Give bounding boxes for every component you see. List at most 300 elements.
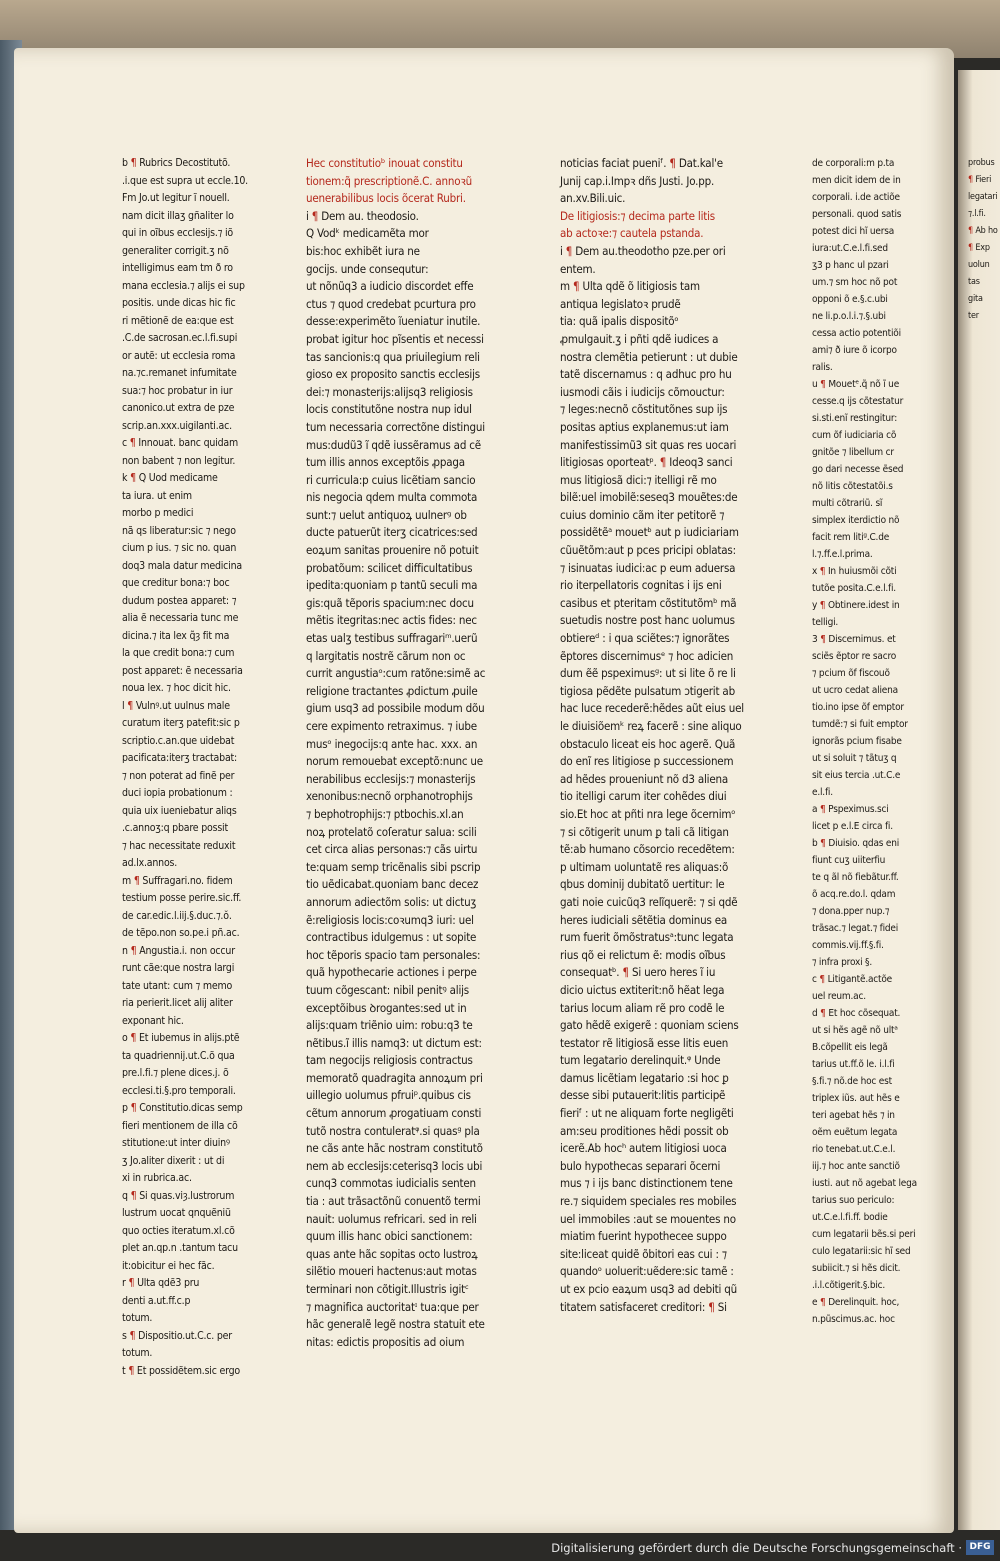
text-line: totum. — [122, 1312, 153, 1324]
text-line: cũuẽtõm:aut p pces pricipi oblatas: — [560, 543, 736, 558]
text-line: gnitõe ⁊ libellum cr — [812, 447, 894, 458]
text-line: quandoᵒ uoluerit:uẽdere:sic tamẽ : — [560, 1264, 734, 1279]
text-line: ⁊ pcium õf fiscouõ — [812, 668, 890, 679]
text-line: obstaculo liceat eis hoc agerẽ. Quã — [560, 736, 736, 751]
text-line: ipedita:quoniam p tantũ seculi ma — [306, 578, 478, 593]
text-line: antiqua legislatoꝛ prudẽ — [560, 296, 681, 311]
text-line: licet p e.l.E circa fi. — [812, 821, 893, 832]
text-line: duci iopia probationum : — [122, 787, 233, 799]
text-line: sit eius tercia .ut.C.e — [812, 770, 901, 781]
text-line: possidẽtẽᵃ mouetᵇ aut p iudiciariam — [560, 525, 739, 540]
text-line: ta iura. ut enim — [122, 489, 192, 502]
text-line: annorum adiectõm solis: ut dictuʒ — [306, 894, 477, 909]
text-line: rio iterpellatoris cognitas i ijs eni — [560, 578, 722, 593]
text-line: gati noie cuicũq3 relĩquerẽ: ⁊ si qdẽ — [560, 894, 738, 909]
gloss-column-right — [812, 155, 932, 1328]
text-line: si.sti.enĩ restingitur: — [812, 413, 898, 424]
text-line: musᵒ inegocijs:q ante hac. xxx. an — [306, 736, 478, 751]
text-line: tio uẽdicabat.quoniam banc decez — [306, 877, 479, 892]
text-line: tatẽ discernamus : q adhuc pro hu — [560, 367, 732, 382]
main-text-column-2 — [560, 155, 796, 1316]
text-line: icerẽ.Ab hocʰ autem litigiosi uoca — [560, 1141, 727, 1156]
text-line: tumdẽ:⁊ si fuit emptor — [812, 719, 908, 730]
text-line: ⁊ si cõtigerit unum ꝑ tali cã litigan — [560, 824, 729, 839]
text-line: B.cõpellit eis legã — [812, 1042, 888, 1053]
text-line: uillegio uolumus pfruiᵖ.quibus cis — [306, 1088, 471, 1103]
text-line: titatem satisfaceret creditori: ¶ Si — [560, 1299, 727, 1314]
text-line: ⁊.l.fi. — [968, 209, 986, 219]
text-line: tam negocijs religiosis contractus — [306, 1053, 473, 1068]
text-line: uel immobiles :aut se mouentes no — [560, 1211, 736, 1226]
text-line: ne cãs ante hãc nostram constitutõ — [306, 1141, 483, 1156]
text-line: de tẽpo.non so.pe.i pñ.ac. — [122, 927, 240, 939]
text-line: probat igitur hoc pĩsentis et necessi — [306, 331, 484, 346]
text-line: it:obicitur ei hec fãc. — [122, 1259, 215, 1272]
pilcrow-mark: ¶ — [128, 1277, 135, 1289]
text-line: noticias faciat pueniᶠ. ¶ Dat.kal'e — [560, 156, 723, 170]
text-line: b ¶ Rubrics Decostitutõ. — [122, 157, 231, 169]
text-line: probatõum: scilicet difficultatibus — [306, 560, 473, 575]
text-line: ⁊ isinuatas iudici:ac p eum aduersa — [560, 560, 736, 575]
text-line: iusti. aut nõ agebat lega — [812, 1178, 917, 1189]
text-line: eoꝝum sanitas prouenire nõ potuit — [306, 543, 479, 558]
text-line: tionem:q̃ prescriptionẽ.C. annoꝛũ — [306, 173, 472, 188]
text-line: ut si soluit ⁊ tãtuʒ q — [812, 753, 897, 764]
text-line: gis:quã tẽporis spacium:nec docu — [306, 595, 474, 610]
text-line: positis. unde dicas hic fic — [122, 297, 236, 309]
text-line: positas aptius explanemus:ut iam — [560, 419, 729, 434]
text-line: xi in rubrica.ac. — [122, 1172, 192, 1184]
text-line: ʒ Jo.aliter dixerit : ut di — [122, 1154, 225, 1167]
pilcrow-mark: ¶ — [968, 226, 973, 236]
text-line: tutõe posita.C.e.l.fi. — [812, 583, 896, 594]
text-line: simplex iterdictio nõ — [812, 515, 900, 526]
text-line: qui in oĩbus ecclesijs.⁊ iõ — [122, 227, 233, 239]
text-line: ducte patuerũt iterʒ cicatrices:sed — [306, 525, 478, 540]
pilcrow-mark: ¶ — [659, 455, 667, 470]
text-line: multi cõtrariũ. sĩ — [812, 498, 883, 509]
text-line: mana ecclesia.⁊ alijs ei sup — [122, 279, 245, 292]
text-line: nis negocia qdem multa commota — [306, 490, 478, 505]
text-line: post apparet: ẽ necessaria — [122, 664, 243, 677]
text-line: t ¶ Et possidẽtem.sic ergo — [122, 1364, 240, 1377]
text-line: memoratõ quadragita annoꝝum pri — [306, 1070, 483, 1085]
text-line: n.pũscimus.ac. hoc — [812, 1314, 895, 1325]
text-line: nitas: edictis propositis ad oium — [306, 1334, 465, 1349]
text-line: ta quadriennij.ut.C.õ qua — [122, 1049, 235, 1062]
pilcrow-mark: ¶ — [669, 156, 676, 170]
pilcrow-mark: ¶ — [819, 600, 826, 611]
text-line: Junij cap.i.Impꝛ dñs Justi. Jo.pp. — [560, 173, 715, 188]
text-line: intelligimus eam tm ð ro — [122, 262, 233, 274]
pilcrow-mark: ¶ — [130, 1189, 137, 1202]
text-line: tas sancionis:q qua priuilegium reli — [306, 349, 480, 364]
text-line: q largitatis nostrẽ cãrum non oc — [306, 648, 466, 663]
text-line: l ¶ Vulnꝰ.ut uulnus male — [122, 699, 230, 712]
text-line: dudum postea apparet: ⁊ — [122, 594, 237, 607]
pilcrow-mark: ¶ — [127, 699, 134, 712]
pilcrow-mark: ¶ — [129, 437, 136, 449]
text-line: ad.lx.annos. — [122, 857, 178, 869]
dfg-logo: DFG — [966, 1540, 994, 1555]
text-line: sio.Et hoc at pñti nra lege õcernimᵒ — [560, 806, 736, 821]
text-line: opponi õ e.§.c.ubi — [812, 294, 888, 305]
text-line: um.⁊ sm hoc nõ pot — [812, 277, 898, 288]
pilcrow-mark: ¶ — [128, 1364, 135, 1377]
text-line: tio itelligi carum iter cohẽdes diui — [560, 789, 727, 804]
text-line: ¶ Fieri — [968, 175, 992, 185]
pilcrow-mark: ¶ — [708, 1299, 715, 1314]
text-line: De litigiosis:⁊ decima parte litis — [560, 208, 715, 223]
pilcrow-mark: ¶ — [130, 1032, 137, 1044]
text-line: or autẽ: ut ecclesia roma — [122, 349, 236, 362]
text-line: cum õf iudiciaria cõ — [812, 430, 897, 441]
gloss-column-left — [122, 155, 300, 1380]
text-line: locis constitutõne nostra nup idul — [306, 402, 472, 417]
text-line: i ¶ Dem au. theodosio. — [306, 208, 419, 223]
text-line: ri mẽtionẽ de ea:que est — [122, 314, 234, 327]
text-line: de corporali:m p.ta — [812, 158, 895, 169]
text-line: contractibus idulgemus : ut sopite — [306, 930, 477, 945]
text-line: ⁊ leges:necnõ cõstitutõnes sup ijs — [560, 402, 728, 417]
text-line: nẽtibus.ĩ illis namq3: ut dictum est: — [306, 1035, 482, 1050]
text-line: sunt:⁊ uelut antiquoꝝ uulnerꝰ ob — [306, 507, 467, 522]
text-line: hac luce recederẽ:hẽdes aũt eius uel — [560, 701, 744, 716]
text-line: bilẽ:uel imobilẽ:seseq3 mouẽtes:de — [560, 490, 738, 505]
text-line: canonico.ut extra de pze — [122, 402, 235, 414]
text-line: cium p ius. ⁊ sic no. quan — [122, 542, 237, 554]
text-line: teri agebat hẽs ⁊ in — [812, 1110, 895, 1121]
text-line: nerabilibus ecclesijs:⁊ monasterijs — [306, 771, 476, 786]
text-line: cere expimento retraximus. ⁊ iube — [306, 719, 477, 733]
text-line: cesse.q ijs cõtestatur — [812, 396, 904, 407]
text-line: personali. quod satis — [812, 209, 902, 220]
pilcrow-mark: ¶ — [130, 472, 136, 484]
text-line: p ultimam uoluntatẽ res aliquas:õ — [560, 859, 729, 874]
main-text-column-1 — [306, 155, 552, 1351]
text-line: tas — [968, 277, 980, 287]
text-line: commis.vij.ff.§.fi. — [812, 940, 884, 951]
text-line: .C.de sacrosan.ec.l.fi.supi — [122, 332, 238, 344]
text-line: probus — [968, 158, 995, 168]
pilcrow-mark: ¶ — [129, 1329, 136, 1342]
text-line: ter — [968, 311, 979, 321]
text-line: ẽptores discernimusᵉ ⁊ hoc adicien — [560, 648, 734, 663]
text-line: stitutione:ut inter diuinꝰ — [122, 1137, 230, 1149]
text-line: iura:ut.C.e.l.fi.sed — [812, 243, 888, 254]
text-line: generaliter corrigit.ʒ nõ — [122, 244, 229, 257]
text-line: Fm Jo.ut legitur ĩ nouell. — [122, 192, 230, 204]
text-line: heres iudiciali sẽtẽtia dominus ea — [560, 912, 728, 927]
text-line: men dicit idem de in — [812, 175, 901, 186]
text-line: quia uix iueniebatur aliqs — [122, 804, 237, 817]
text-line: na.⁊c.remanet infumitate — [122, 367, 237, 379]
text-line: gita — [968, 294, 983, 304]
text-line: ¶ Exp — [968, 243, 990, 253]
text-line: fieri mentionem de illa cõ — [122, 1119, 238, 1132]
text-line: triplex iũs. aut hẽs e — [812, 1093, 900, 1104]
text-line: Q Vodᵏ medicamẽta mor — [306, 226, 429, 241]
text-line: scrip.an.xxx.uigilanti.ac. — [122, 419, 232, 432]
text-line: curatum iterʒ patefit:sic p — [122, 717, 240, 729]
text-line: an.xv.Bili.uic. — [560, 191, 626, 206]
text-line: ut si hẽs agẽ nõ ultᵃ — [812, 1025, 898, 1036]
text-line: dum ẽẽ pspeximusᵍ: ut si lite õ re li — [560, 666, 736, 681]
text-line: exponant hic. — [122, 1014, 184, 1027]
text-line: tarius locum aliam rẽ pro codẽ le — [560, 1000, 725, 1015]
text-line: p ¶ Constitutio.dicas semp — [122, 1102, 243, 1114]
text-line: ꝓmulgauit.ʒ i pñti qdẽ iudices a — [560, 331, 719, 346]
text-line: ami⁊ ð iure õ icorpo — [812, 345, 897, 356]
text-line: ut.C.e.l.fi.ff. bodie — [812, 1212, 888, 1223]
text-line: nam dicit illaʒ gñaliter lo — [122, 209, 234, 222]
text-line: alia ẽ necessaria tunc me — [122, 612, 239, 624]
text-line: uenerabilibus locis õcerat Rubri. — [306, 191, 466, 206]
text-line: denti a.ut.ff.c.p — [122, 1294, 191, 1307]
text-line: .c.annoʒ:q pbare possit — [122, 822, 228, 834]
text-line: fiunt cuʒ uiiterfiu — [812, 855, 886, 866]
text-line: manifestissimũ3 sit quas res uocari — [560, 437, 737, 452]
text-line: nã qs liberatur:sic ⁊ nego — [122, 524, 236, 537]
text-line: ʒ3 p hanc ul pzari — [812, 260, 889, 271]
pilcrow-mark: ¶ — [622, 965, 629, 980]
text-line: u ¶ Mouetᵉ.q̃ nõ ĩ ue — [812, 379, 900, 390]
text-line: tia: quã ipalis dispositõᵒ — [560, 314, 679, 329]
footer-funding-text: Digitalisierung gefördert durch die Deutsche Forschungsgemeinschaft · — [551, 1541, 962, 1555]
text-line: sua:⁊ hoc probatur in iur — [122, 384, 233, 397]
text-line: que creditur bona:⁊ boc — [122, 577, 230, 589]
text-line: plet an.qp.n .tantum tacu — [122, 1242, 238, 1254]
text-line: casibus et pteritam cõstitutõmᵇ mã — [560, 595, 737, 610]
text-line: tia : aut trãsactõnũ conuentõ termi — [306, 1194, 481, 1209]
text-line: nostra clemẽtia petierunt : ut dubie — [560, 349, 738, 364]
text-line: site:liceat quidẽ õbitori eas cui : ⁊ — [560, 1246, 727, 1261]
text-line: ⁊ hac necessitate reduxit — [122, 839, 236, 852]
text-line: bis:hoc exhibẽt iura ne — [306, 243, 420, 258]
pilcrow-mark: ¶ — [130, 157, 137, 169]
text-line: .i.l.cõtigerit.§.bic. — [812, 1280, 886, 1291]
text-line: dei:⁊ monasterijs:alijsq3 religiosis — [306, 384, 473, 399]
text-line: x ¶ In huiusmõi cõti — [812, 566, 897, 577]
text-line: tum necessaria correctõne distingui — [306, 419, 485, 434]
text-line: l.⁊.ff.e.l.prima. — [812, 549, 873, 560]
pilcrow-mark: ¶ — [311, 208, 319, 223]
text-line: ri curricula:p cuius licẽtiam sancio — [306, 472, 476, 487]
text-line: tarius ut.ff.õ le. i.l.fi — [812, 1059, 895, 1070]
text-line: ẽ:religiosis locis:coꝛumq3 iuri: uel — [306, 912, 474, 927]
pilcrow-mark: ¶ — [130, 1102, 137, 1114]
pilcrow-mark: ¶ — [820, 838, 826, 849]
text-line: iusmodi cãis i iudicijs cõmouctur: — [560, 384, 725, 399]
text-line: ab actoꝛe:⁊ cautela pstanda. — [560, 226, 704, 241]
text-line: r ¶ Ulta qdẽ3 pru — [122, 1277, 200, 1289]
text-line: xenonibus:necnõ orphanotrophijs — [306, 789, 473, 804]
text-line: ignorãs pcium fisabe — [812, 736, 902, 747]
text-line: tum illis annos exceptõis ꝓpaga — [306, 455, 465, 470]
pilcrow-mark: ¶ — [820, 1008, 826, 1019]
text-line: gocijs. unde consequtur: — [306, 261, 429, 276]
text-line: la que credit bona:⁊ cum — [122, 647, 235, 659]
text-line: subiicit.⁊ si hẽs dicit. — [812, 1263, 901, 1274]
text-line: alijs:quam triẽnio uim: robu:q3 te — [306, 1018, 473, 1033]
text-line: litigiosas oporteatᵖ. ¶ Ideoq3 sanci — [560, 455, 733, 470]
text-line: cunq3 commotas iudicialis senten — [306, 1176, 476, 1191]
text-line: nõ litis cõtestatõi.s — [812, 481, 893, 492]
text-line: c ¶ Litigantẽ.actõe — [812, 974, 893, 985]
text-line: norum remouebat exceptõ:nunc ue — [306, 754, 483, 769]
pilcrow-mark: ¶ — [133, 874, 140, 887]
pilcrow-mark: ¶ — [819, 974, 825, 985]
text-line: desse sibi putauerit:litis participẽ — [560, 1088, 726, 1103]
text-line: q ¶ Si quas.viȝ.lustrorum — [122, 1189, 235, 1202]
text-line: cẽtum annorum ꝓrogatiuam consti — [306, 1106, 482, 1121]
text-line: rio tenebat.ut.C.e.l. — [812, 1144, 896, 1155]
text-line: tuum cõgescant: nibil penitꝰ alijs — [306, 982, 469, 997]
text-line: trãsac.⁊ legat.⁊ fidei — [812, 923, 899, 934]
text-line: c ¶ Innouat. banc quidam — [122, 437, 238, 449]
text-line: te:quam semp tricẽnalis sibi pscrip — [306, 859, 481, 874]
text-line: d ¶ Et hoc cõsequat. — [812, 1008, 901, 1019]
text-line: rum fuerit õmõstratusᵃ:tunc legata — [560, 930, 734, 945]
text-line: i ¶ Dem au.theodotho pze.per ori — [560, 243, 726, 258]
text-line: desse:experimẽto ĩueniatur inutile. — [306, 314, 481, 329]
text-line: rius qõ ei relictum ẽ: modis oĩbus — [560, 947, 726, 962]
text-line: cessa actio potentiõi — [812, 328, 901, 339]
text-line: ⁊ magnifica auctoritatᶦ tua:que per — [306, 1299, 479, 1314]
text-line: ut ex pcio eaꝝum usq3 ad debiti qũ — [560, 1282, 737, 1296]
text-line: qbus dominij dubitatõ uertitur: le — [560, 877, 725, 892]
pilcrow-mark: ¶ — [819, 804, 826, 815]
text-line: do enĩ res litigiose p successionem — [560, 754, 734, 769]
text-line: tẽ:ab humano cõsorcio recedẽtem: — [560, 842, 735, 857]
text-line: suetudis nostre post hanc uolumus — [560, 613, 735, 628]
text-line: de car.edic.l.iij.§.duc.⁊.ŏ. — [122, 909, 232, 922]
text-line: potest dici hĩ uersa — [812, 226, 895, 237]
text-line: a ¶ Pspeximus.sci — [812, 804, 889, 815]
text-line: mẽtis itegritas:nec actis fides: nec — [306, 613, 477, 628]
text-line: s ¶ Dispositio.ut.C.c. per — [122, 1329, 232, 1342]
text-line: consequatᵇ. ¶ Si uero heres ĩ iu — [560, 965, 716, 980]
text-line: ad hẽdes proueniunt nõ d3 aliena — [560, 771, 729, 786]
text-line: entem. — [560, 261, 596, 276]
pilcrow-mark: ¶ — [820, 634, 826, 645]
pilcrow-mark: ¶ — [968, 243, 973, 253]
text-line: tio.ino ipse õf emptor — [812, 702, 904, 713]
text-line: mus ⁊ i ijs banc distinctionem tene — [560, 1176, 733, 1191]
text-line: nem ab ecclesijs:ceterisq3 locis ubi — [306, 1158, 483, 1173]
text-line: quas ante hãc sopitas octo lustroꝝ — [306, 1246, 478, 1261]
text-line: 3 ¶ Discernimus. et — [812, 634, 896, 645]
text-line: §.fi.⁊ nõ.de hoc est — [812, 1076, 892, 1087]
text-line: facit rem litiᵍ.C.de — [812, 532, 890, 543]
text-line: religione tractantes ꝓdictum ꝓuile — [306, 683, 478, 698]
text-line: cum legatarii bẽs.si peri — [812, 1229, 916, 1240]
text-line: am:seu proditiones hẽdi possit ob — [560, 1123, 729, 1138]
text-line: m ¶ Suffragari.no. fidem — [122, 874, 233, 887]
text-line: Hec constitutioᵇ inouat constitu — [306, 156, 463, 170]
text-line: te q ãl nõ fiebãtur.ff. — [812, 872, 899, 883]
text-line: go dari necesse ẽsed — [812, 464, 904, 475]
facing-page-gloss — [968, 155, 1000, 325]
text-line: corporali. i.de actiõe — [812, 192, 900, 203]
text-line: ne li.p.o.l.i.⁊.§.ubi — [812, 311, 886, 322]
text-line: mus litigiosã dici:⁊ itelligi rẽ mo — [560, 472, 717, 487]
text-line: ralis. — [812, 362, 833, 373]
text-line: ut ucro cedat aliena — [812, 685, 898, 696]
text-line: testium posse perire.sic.ff. — [122, 892, 242, 904]
text-line: tigiosa pẽdẽte pulsatum ɔtigerit ab — [560, 683, 735, 698]
text-line: lustrum uocat qnquẽniũ — [122, 1207, 231, 1219]
text-line: totum. — [122, 1347, 153, 1359]
text-line: tarius suo periculo: — [812, 1195, 895, 1206]
text-line: e ¶ Derelinquit. hoc, — [812, 1297, 900, 1308]
text-line: nauit: uolumus refricari. sed in reli — [306, 1211, 477, 1226]
text-line: telligi. — [812, 617, 839, 628]
text-line: cuius dominio cãm iter petitorẽ ⁊ — [560, 507, 725, 522]
text-line: ⁊ infra proxi §. — [812, 957, 872, 968]
text-line: quã hypothecarie actiones i perpe — [306, 965, 477, 980]
text-line: tate utant: cum ⁊ memo — [122, 979, 233, 992]
text-line: gioso ex proposito sanctis ecclesijs — [306, 367, 480, 382]
text-line: damus licẽtiam legatario :si hoc ꝑ — [560, 1070, 729, 1085]
pilcrow-mark: ¶ — [819, 566, 826, 577]
text-line: exceptõibus ꝺrogantes:sed ut in — [306, 1000, 467, 1015]
text-line: iij.⁊ hoc ante sanctiõ — [812, 1161, 900, 1172]
pilcrow-mark: ¶ — [820, 379, 826, 390]
text-line: cet circa alias personas:⁊ cãs uirtu — [306, 842, 478, 857]
text-line: tum legatario derelinquit.ᵠ Unde — [560, 1053, 721, 1068]
text-line: tutõ nostra contuleratᵠ.si quasᵍ pla — [306, 1123, 480, 1138]
text-line: bulo hypothecas separari õcerni — [560, 1158, 721, 1173]
text-line: etas ualʒ testibus suffragariᵐ.uerũ — [306, 631, 478, 646]
pilcrow-mark: ¶ — [130, 944, 137, 957]
text-line: hoc tẽporis spacio tam personales: — [306, 947, 481, 962]
text-line: k ¶ Q Uod medicame — [122, 472, 218, 484]
text-line: quo octies iteratum.xl.cõ — [122, 1224, 235, 1237]
text-line: dicio uictus extiterit:nõ hẽat lega — [560, 982, 725, 997]
text-line: ¶ Ab ho — [968, 226, 998, 236]
text-line: pre.l.fi.⁊ plene dices.j. õ — [122, 1067, 229, 1079]
text-line: ria perierit.licet alij aliter — [122, 997, 233, 1009]
text-line: e.l.fi. — [812, 787, 833, 798]
text-line: dicina.⁊ ita lex q̃ȝ fit ma — [122, 629, 230, 642]
pilcrow-mark: ¶ — [968, 175, 973, 185]
text-line: mus:dudũ3 ĩ qdẽ iussẽramus ad cẽ — [306, 437, 481, 452]
text-line: legatari — [968, 192, 998, 202]
text-line: ⁊ dona.pper nup.⁊ — [812, 906, 890, 917]
text-line: b ¶ Diuisio. qdas eni — [812, 838, 900, 849]
text-line: scriptio.c.an.que uidebat — [122, 734, 235, 747]
text-line: n ¶ Angustia.i. non occur — [122, 944, 235, 957]
text-line: sciẽs ẽptor re sacro — [812, 651, 897, 662]
text-line: culo legatarii:sic hĩ sed — [812, 1246, 911, 1257]
text-line: silẽtio moueri hactenus:aut motas — [306, 1264, 477, 1279]
text-line: uolun — [968, 260, 990, 270]
text-line: morbo p medici — [122, 507, 194, 519]
text-line: non babent ⁊ non legitur. — [122, 454, 236, 467]
text-line: re.⁊ siquidem speciales res mobiles — [560, 1194, 737, 1209]
text-line: oẽm euẽtum legata — [812, 1127, 898, 1138]
text-line: pacificata:iterʒ tractabat: — [122, 752, 238, 764]
pilcrow-mark: ¶ — [820, 1297, 826, 1308]
text-line: y ¶ Obtinere.idest in — [812, 600, 900, 611]
text-line: quum illis hanc obici sanctionem: — [306, 1229, 473, 1244]
text-line: hãc generalẽ legẽ nostra statuit ete — [306, 1317, 485, 1332]
text-line: noꝝ protelatõ coſeratur salua: scili — [306, 824, 477, 839]
text-line: gium usq3 ad possibile modum dõu — [306, 701, 485, 716]
text-line: noua lex. ⁊ hoc dicit hic. — [122, 682, 231, 694]
text-line: runt cãe:que nostra largi — [122, 962, 235, 974]
